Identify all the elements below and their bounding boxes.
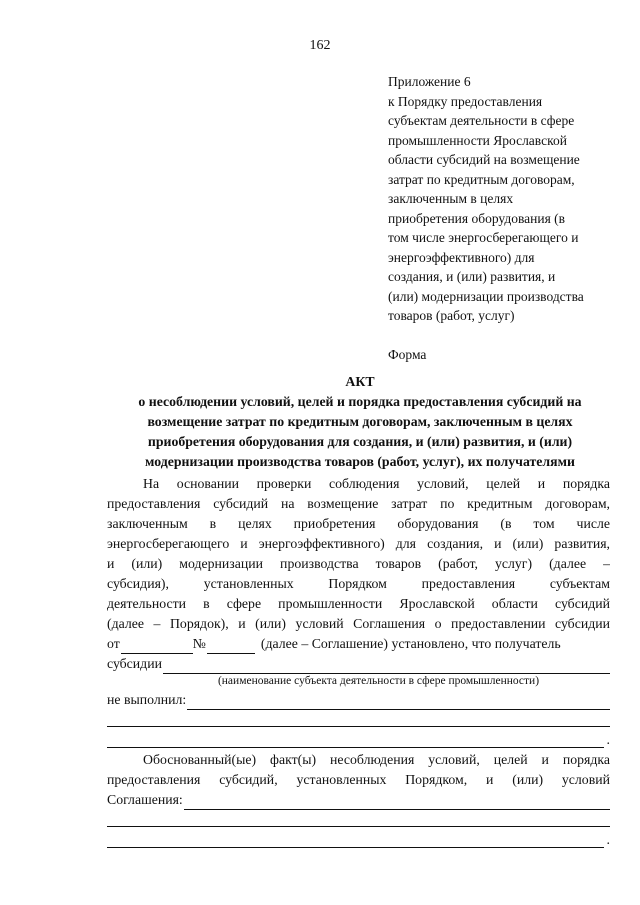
paragraph-line: деятельности в сфере промышленности Ярославской области субсидий [107,596,610,611]
agreement-from-label: от [107,636,120,651]
appendix-line: (или) модернизации производства [388,288,584,304]
appendix-line: Приложение 6 [388,74,471,89]
appendix-header [388,72,618,364]
title-line: о несоблюдении условий, целей и порядка предоставления субсидий на [138,394,582,409]
document-title [100,372,620,472]
appendix-line: затрат по кредитным договорам, [388,171,575,187]
appendix-line: приобретения оборудования (в [388,210,566,226]
appendix-line: заключенным в целях [388,191,514,206]
appendix-line: том числе энергосберегающего и [388,230,579,245]
appendix-line: товаров (работ, услуг) [388,308,515,323]
title-line: приобретения оборудования для создания, и (или) развития, и (или) [147,434,573,449]
appendix-line: промышленности Ярославской [388,132,567,148]
paragraph-line: На основании проверки соблюдения условий, целей и порядка [143,476,610,491]
appendix-line: энергоэффективного) для [388,249,535,265]
recipient-caption: (наименование субъекта деятельности в сфере промышленности) [217,675,540,687]
appendix-line: области субсидий на возмещение [388,152,580,167]
not-fulfilled-line-3[interactable] [107,731,604,748]
agreement-violation-row [107,790,610,810]
page-number: 162 [309,38,331,53]
paragraph-line: энергосберегающего и энергоэффективного) для создания, и (или) развития, [107,536,610,551]
paragraph-line: (далее – Порядок), и (или) условий Соглашения о предоставлении субсидии [107,616,610,631]
not-fulfilled-line-2[interactable] [107,710,610,727]
recipient-row [107,654,610,674]
agreement-row [107,634,610,654]
paragraph-line: субсидия), установленных Порядком предоставления субъектам [107,576,610,591]
agreement-violation-line-3[interactable] [107,831,604,848]
agreement-rest-text: (далее – Соглашение) установлено, что получатель [260,636,561,651]
appendix-line: к Порядку предоставления [388,93,543,109]
agreement-violation-line-2[interactable] [107,810,610,827]
title-line: возмещение затрат по кредитным договорам, заключенным в целях [147,414,573,429]
document-body [107,474,610,852]
not-fulfilled-field[interactable] [187,694,610,710]
form-label: Форма [388,346,427,362]
paragraph-line: предоставления субсидий на возмещение затрат по кредитным договорам, [107,496,610,511]
recipient-label: субсидии [107,656,162,671]
agreement-number-sign: № [192,636,206,651]
paragraph-line: Обоснованный(ые) факт(ы) несоблюдения условий, целей и порядка [143,752,610,767]
agreement-violation-label: Соглашения: [107,792,183,807]
agreement-violation-field[interactable] [184,794,610,810]
title-heading: АКТ [345,374,375,389]
not-fulfilled-label: не выполнил: [107,692,187,707]
agreement-date-field[interactable] [121,638,193,654]
paragraph-line: заключенным в целях приобретения оборудования (в том числе [107,516,610,531]
title-line: модернизации производства товаров (работ, услуг), их получателями [145,454,575,469]
recipient-name-field[interactable] [163,658,610,674]
paragraph-line: предоставления субсидий, установленных Порядком, и (или) условий [107,772,610,787]
appendix-line: субъектам деятельности в сфере [388,113,575,128]
agreement-number-field[interactable] [207,638,255,654]
paragraph-line: и (или) модернизации производства товаров (работ, услуг) (далее – [107,556,610,571]
appendix-line: создания, и (или) развития, и [388,269,556,284]
not-fulfilled-row [107,690,610,710]
